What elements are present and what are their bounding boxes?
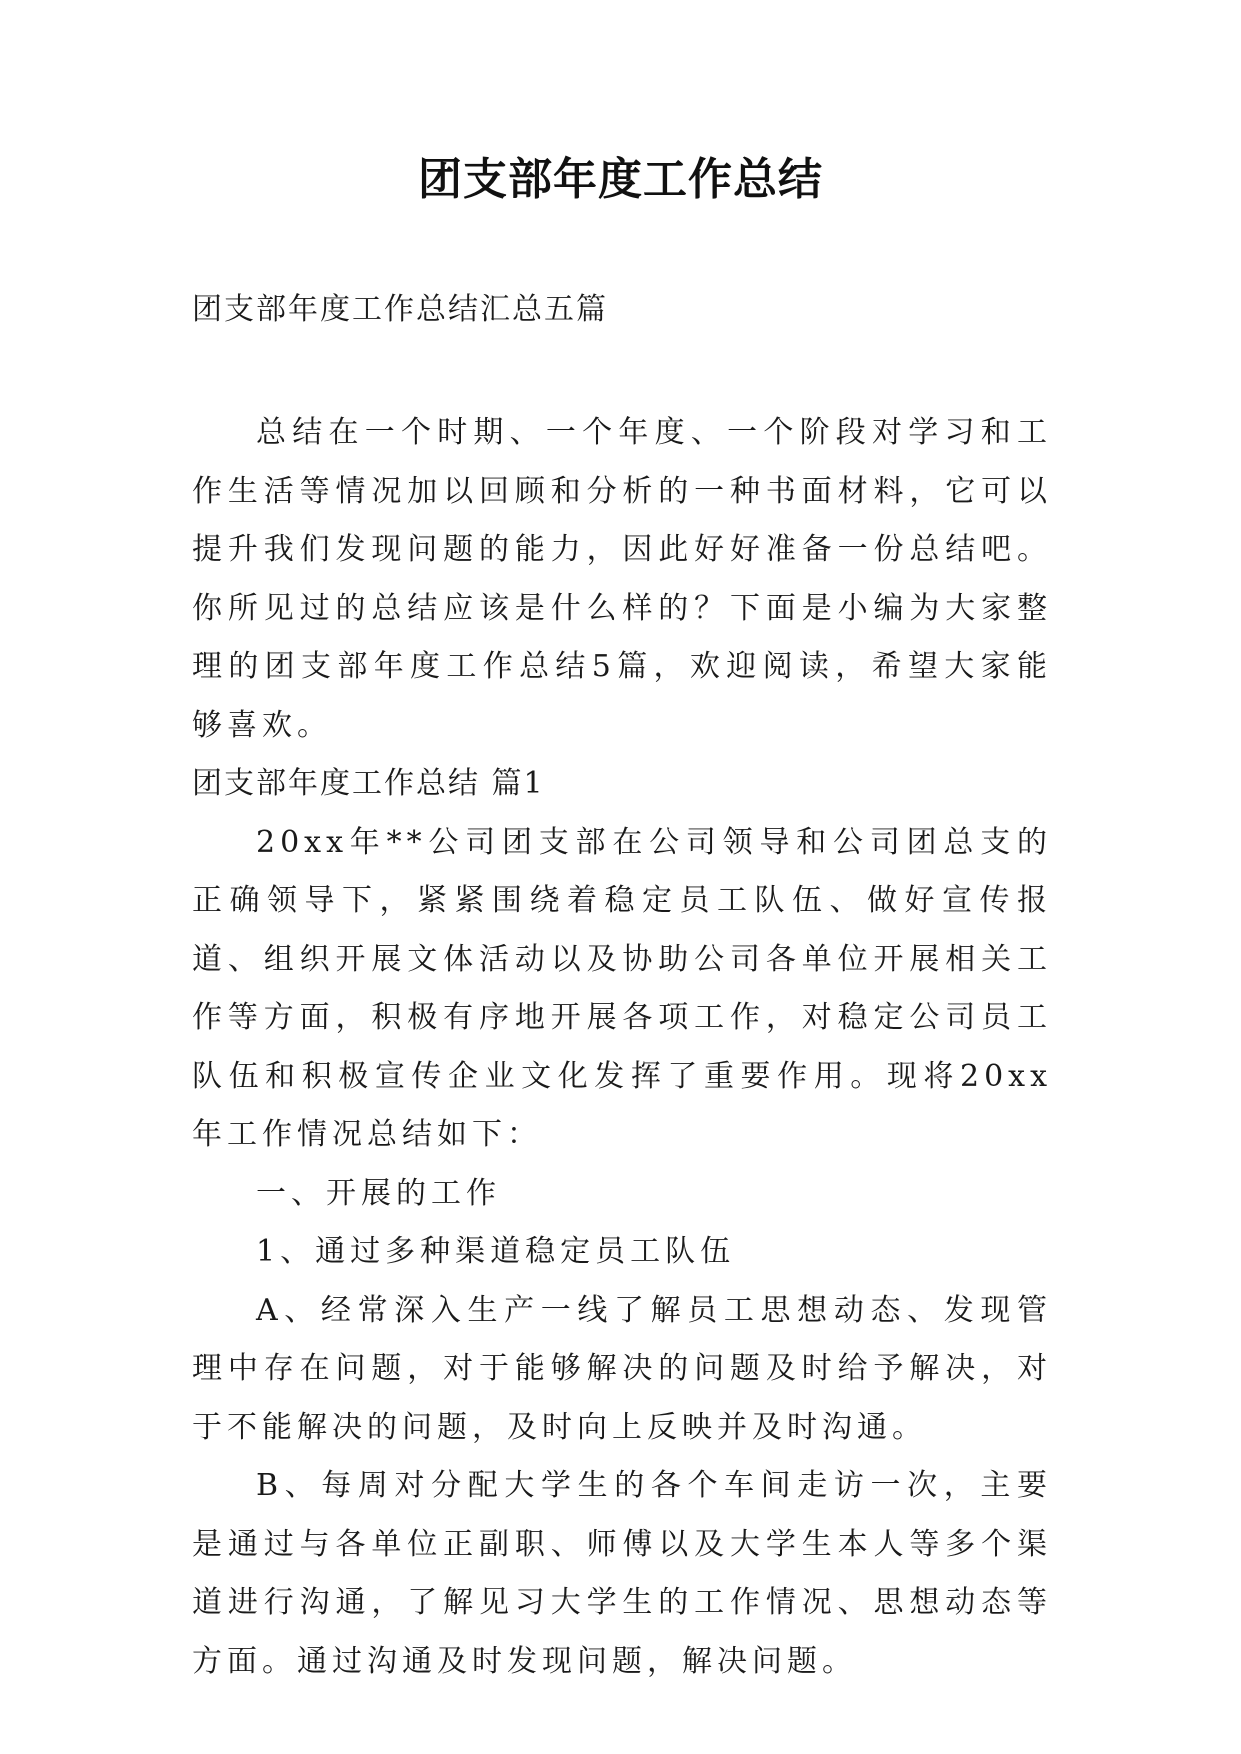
section-heading: 团支部年度工作总结 篇1 xyxy=(192,766,545,801)
intro-paragraph: 总结在一个时期、一个年度、一个阶段对学习和工作生活等情况加以回顾和分析的一种书面材料，它可以提升我们发现问题的能力，因此好好准备一份总结吧。你所见过的总结应该是什么样的？下面是小编为大家整理的团支部年度工作总结5篇，欢迎阅读，希望大家能够喜欢。 xyxy=(192,415,1052,743)
document-body xyxy=(192,404,1052,1691)
document-subtitle: 团支部年度工作总结汇总五篇 xyxy=(192,292,608,327)
body-paragraph: 1、通过多种渠道稳定员工队伍 xyxy=(256,1234,736,1269)
body-paragraph: 20xx年**公司团支部在公司领导和公司团总支的正确领导下，紧紧围绕着稳定员工队伍、做好宣传报道、组织开展文体活动以及协助公司各单位开展相关工作等方面，积极有序地开展各项工作，对稳定公司员工队伍和积极宣传企业文化发挥了重要作用。现将20xx年工作情况总结如下： xyxy=(192,824,1052,1152)
body-paragraph: A、经常深入生产一线了解员工思想动态、发现管理中存在问题，对于能够解决的问题及时给予解决，对于不能解决的问题，及时向上反映并及时沟通。 xyxy=(192,1292,1052,1445)
body-paragraph: 一、开展的工作 xyxy=(256,1175,501,1211)
document-title: 团支部年度工作总结 xyxy=(418,154,823,205)
body-paragraph: B、每周对分配大学生的各个车间走访一次，主要是通过与各单位正副职、师傅以及大学生本人等多个渠道进行沟通，了解见习大学生的工作情况、思想动态等方面。通过沟通及时发现问题，解决问题。 xyxy=(192,1468,1052,1679)
